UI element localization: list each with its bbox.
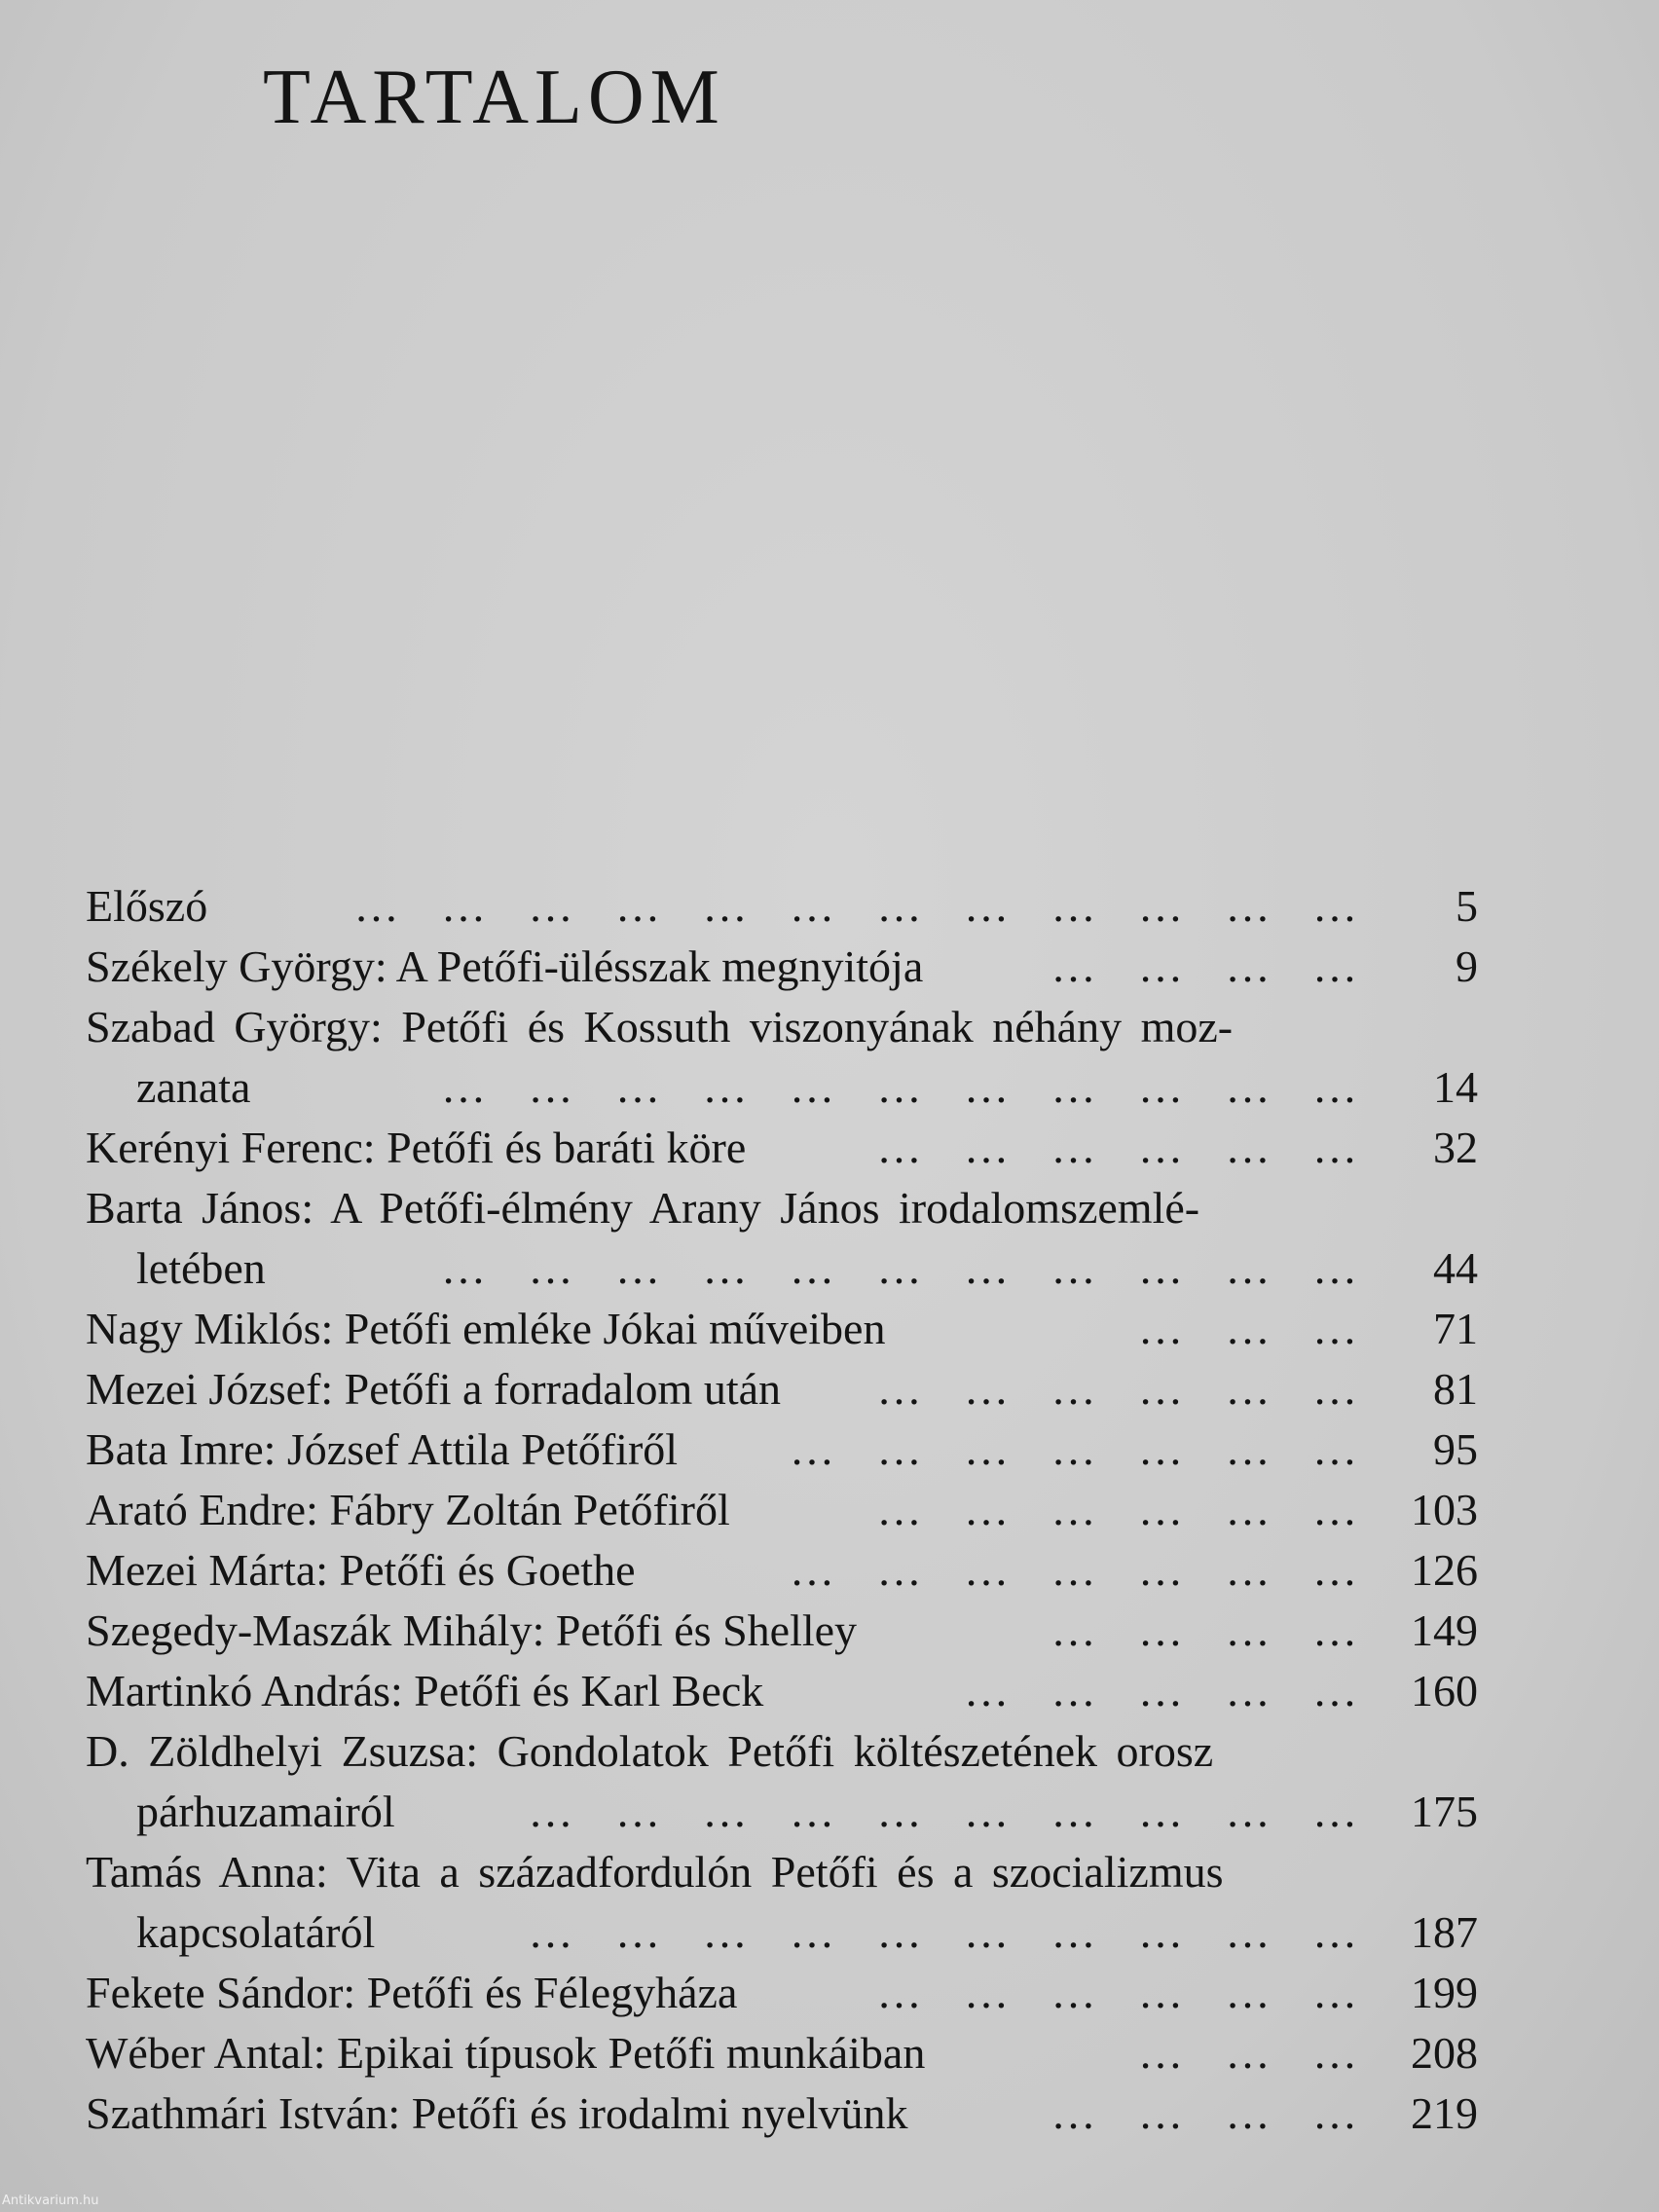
toc-entry-title-cont: párhuzamairól (136, 1787, 395, 1836)
toc-entry-page: 95 (1433, 1424, 1478, 1474)
toc-entry-title: Szabad György: Petőfi és Kossuth viszonyának néhány moz- (86, 1002, 1234, 1051)
toc-entry-title: Székely György: A Petőfi-ülésszak megnyitója (86, 941, 924, 991)
toc-entry (86, 1963, 1478, 2023)
toc-entry-title: Nagy Miklós: Petőfi emléke Jókai műveiben (86, 1304, 886, 1353)
dot-leader: … … … … … … (876, 1485, 1361, 1534)
toc-entry (86, 1902, 1478, 1963)
dot-leader: … … … … … … (876, 1364, 1361, 1414)
toc-entry (86, 1118, 1478, 1178)
toc-entry-page: 160 (1411, 1666, 1478, 1715)
toc-entry-page: 103 (1411, 1485, 1478, 1534)
toc-entry-title: Fekete Sándor: Petőfi és Félegyháza (86, 1968, 738, 2017)
dot-leader: … … … … … … (876, 1968, 1361, 2017)
toc-entry-page: 71 (1433, 1304, 1478, 1353)
toc-entry-title: Kerényi Ferenc: Petőfi és baráti köre (86, 1123, 747, 1172)
toc-entry-page: 5 (1456, 881, 1478, 931)
toc-entry (86, 1601, 1478, 1661)
toc-entry-first-line (86, 1842, 1478, 1902)
toc-entry-title: Barta János: A Petőfi-élmény Arany János irodalomszemlé- (86, 1183, 1200, 1233)
toc-entry (86, 1238, 1478, 1299)
toc-entry (86, 1480, 1478, 1540)
toc-entry-page: 9 (1456, 941, 1478, 991)
toc-entry (86, 937, 1478, 997)
toc-entry-title: Bata Imre: József Attila Petőfiről (86, 1424, 679, 1474)
dot-leader: … … … … … … (876, 1123, 1361, 1172)
dot-leader: … … … … … (964, 1666, 1361, 1715)
toc-entry-title: Előszó (86, 881, 208, 931)
toc-entry-title: Tamás Anna: Vita a századfordulón Petőfi és a szocializmus (86, 1847, 1224, 1897)
toc-entry-title: Mezei Márta: Petőfi és Goethe (86, 1545, 636, 1595)
toc-entry-title: Szegedy-Maszák Mihály: Petőfi és Shelley (86, 1605, 858, 1655)
toc-entry-page: 175 (1411, 1787, 1478, 1836)
dot-leader: … … … … … … … … … … (528, 1787, 1361, 1836)
toc-entry-title: D. Zöldhelyi Zsuzsa: Gondolatok Petőfi költészetének orosz (86, 1726, 1214, 1776)
toc-entry (86, 876, 1478, 937)
dot-leader: … … … … … … … … … … … (441, 1062, 1361, 1112)
toc-entry-title: Arató Endre: Fábry Zoltán Petőfiről (86, 1485, 730, 1534)
toc-entry (86, 1540, 1478, 1601)
toc-entry-page: 187 (1411, 1907, 1478, 1957)
dot-leader: … … … … … … … … … … … (441, 1243, 1361, 1293)
toc-entry (86, 1057, 1478, 1118)
toc-entry-page: 14 (1433, 1062, 1478, 1112)
toc-entry-page: 32 (1433, 1123, 1478, 1172)
toc-entry-title: Szathmári István: Petőfi és irodalmi nyelvünk (86, 2088, 908, 2138)
toc-entry-title-cont: letében (136, 1243, 266, 1293)
toc-entry-page: 81 (1433, 1364, 1478, 1414)
toc-entry (86, 1299, 1478, 1359)
dot-leader: … … … … (1051, 1605, 1361, 1655)
toc-entry-page: 199 (1411, 1968, 1478, 2017)
dot-leader: … … … … … … … (790, 1545, 1361, 1595)
toc-entry-title: Mezei József: Petőfi a forradalom után (86, 1364, 782, 1414)
toc-entry-title: Wéber Antal: Epikai típusok Petőfi munkáiban (86, 2028, 926, 2078)
toc-entry (86, 2023, 1478, 2083)
toc-entry-title: Martinkó András: Petőfi és Karl Beck (86, 1666, 764, 1715)
toc-entry-page: 219 (1411, 2088, 1478, 2138)
dot-leader: … … … (1138, 2028, 1361, 2078)
toc-entry-first-line (86, 1721, 1478, 1782)
dot-leader: … … … … (1051, 2088, 1361, 2138)
dot-leader: … … … … … … … … … … … … (353, 881, 1361, 931)
toc-entry (86, 1661, 1478, 1721)
toc-entry-title-cont: kapcsolatáról (136, 1907, 376, 1957)
toc-entry (86, 2083, 1478, 2144)
toc-entry (86, 1419, 1478, 1480)
dot-leader: … … … … … … … (790, 1424, 1361, 1474)
toc-entry-title-cont: zanata (136, 1062, 251, 1112)
dot-leader: … … … … … … … … … … (528, 1907, 1361, 1957)
toc-entry (86, 1359, 1478, 1419)
dot-leader: … … … (1138, 1304, 1361, 1353)
toc-entry-first-line (86, 997, 1478, 1057)
toc-entry-first-line (86, 1178, 1478, 1238)
page-title: TARTALOM (263, 55, 725, 140)
watermark: Antikvarium.hu (2, 2194, 99, 2208)
toc-entry-page: 44 (1433, 1243, 1478, 1293)
table-of-contents (86, 876, 1478, 2144)
toc-entry-page: 126 (1411, 1545, 1478, 1595)
toc-entry (86, 1782, 1478, 1842)
dot-leader: … … … … (1051, 941, 1361, 991)
toc-entry-page: 149 (1411, 1605, 1478, 1655)
toc-entry-page: 208 (1411, 2028, 1478, 2078)
